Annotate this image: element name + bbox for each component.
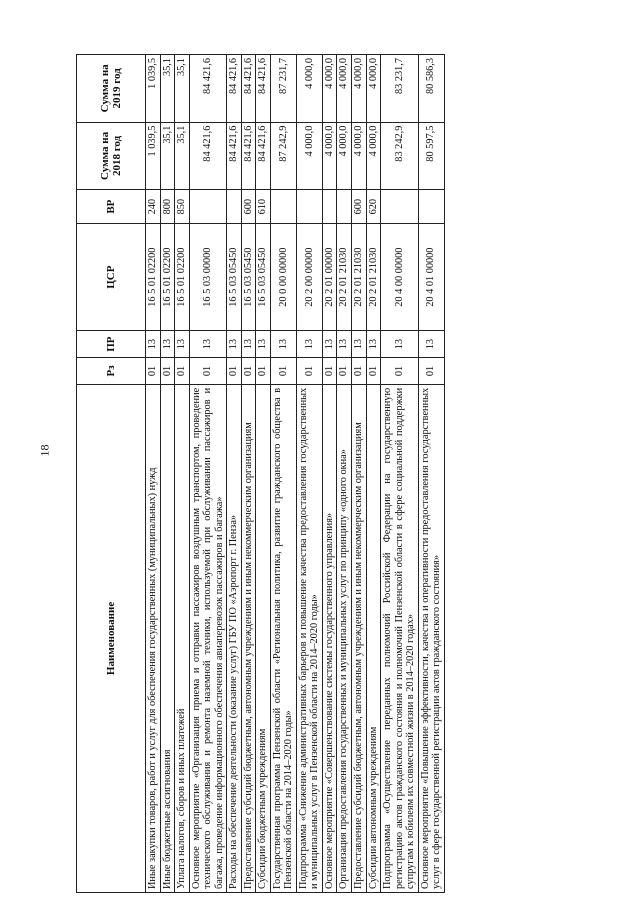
cell-rz: 01 xyxy=(296,358,322,385)
cell-name: Иные бюджетные ассигнования xyxy=(160,384,175,892)
cell-name: Подпрограмма «Осуществление переданных полномочий Российской Федерации на государственную регистрацию актов гражданского состояния и полномочий Пензенской области в сфере социальной поддержки супругам к юбилеям их совместной жизни в 2014–2020 годах» xyxy=(381,384,419,892)
cell-vr: 850 xyxy=(175,190,190,224)
header-rz: Рз xyxy=(77,358,146,385)
cell-sum-2019: 84 421,6 xyxy=(241,55,256,123)
cell-sum-2019: 4 000,0 xyxy=(337,55,352,123)
cell-sum-2019: 4 000,0 xyxy=(322,55,337,123)
cell-pr: 13 xyxy=(322,331,337,358)
cell-vr: 610 xyxy=(256,190,271,224)
cell-sum-2018: 84 421,6 xyxy=(256,122,271,190)
cell-pr: 13 xyxy=(270,331,296,358)
cell-csr: 20 2 01 00000 xyxy=(322,224,337,331)
cell-rz: 01 xyxy=(241,358,256,385)
cell-name: Субсидии автономным учреждениям xyxy=(366,384,381,892)
cell-sum-2018: 4 000,0 xyxy=(337,122,352,190)
cell-sum-2018: 4 000,0 xyxy=(322,122,337,190)
cell-vr: 600 xyxy=(241,190,256,224)
cell-pr: 13 xyxy=(175,331,190,358)
table-row xyxy=(227,55,242,893)
header-sum-2018: Сумма на 2018 год xyxy=(77,122,146,190)
table-row xyxy=(160,55,175,893)
cell-rz: 01 xyxy=(351,358,366,385)
table-row xyxy=(366,55,381,893)
cell-name: Уплата налогов, сборов и иных платежей xyxy=(175,384,190,892)
cell-csr: 16 5 03 05450 xyxy=(227,224,242,331)
cell-rz: 01 xyxy=(337,358,352,385)
cell-name: Иные закупки товаров, работ и услуг для обеспечения государственных (муниципальных) нужд xyxy=(146,384,161,892)
cell-sum-2018: 35,1 xyxy=(175,122,190,190)
rotated-table-container xyxy=(76,54,445,893)
cell-sum-2019: 4 000,0 xyxy=(296,55,322,123)
cell-vr xyxy=(296,190,322,224)
cell-csr: 20 2 01 21030 xyxy=(351,224,366,331)
cell-csr: 16 5 03 05450 xyxy=(256,224,271,331)
cell-rz: 01 xyxy=(381,358,419,385)
cell-pr: 13 xyxy=(146,331,161,358)
cell-name: Подпрограмма «Снижение административных барьеров и повышение качества предоставления государственных и муниципальных услуг в Пензенской области на 2014–2020 годы» xyxy=(296,384,322,892)
cell-pr: 13 xyxy=(381,331,419,358)
cell-pr: 13 xyxy=(296,331,322,358)
table-row xyxy=(270,55,296,893)
table-row xyxy=(337,55,352,893)
cell-sum-2018: 1 039,5 xyxy=(146,122,161,190)
table-body xyxy=(146,55,445,893)
cell-vr xyxy=(322,190,337,224)
cell-rz: 01 xyxy=(175,358,190,385)
cell-csr: 20 2 00 00000 xyxy=(296,224,322,331)
cell-sum-2019: 35,1 xyxy=(160,55,175,123)
cell-sum-2019: 4 000,0 xyxy=(366,55,381,123)
cell-vr xyxy=(418,190,444,224)
cell-name: Основное мероприятие «Повышение эффективности, качества и оперативности предоставления государственных услуг в сфере государственной регистрации актов гражданского состояния» xyxy=(418,384,444,892)
header-name: Наименование xyxy=(77,384,146,892)
cell-sum-2018: 87 242,9 xyxy=(270,122,296,190)
cell-sum-2018: 84 421,6 xyxy=(189,122,227,190)
table-row xyxy=(381,55,419,893)
cell-name: Субсидии бюджетным учреждениям xyxy=(256,384,271,892)
cell-sum-2019: 84 421,6 xyxy=(227,55,242,123)
header-pr: ПР xyxy=(77,331,146,358)
cell-csr: 20 2 01 21030 xyxy=(366,224,381,331)
page-number: 18 xyxy=(37,444,52,457)
cell-vr xyxy=(270,190,296,224)
cell-sum-2018: 4 000,0 xyxy=(296,122,322,190)
cell-rz: 01 xyxy=(227,358,242,385)
cell-rz: 01 xyxy=(366,358,381,385)
cell-vr xyxy=(381,190,419,224)
cell-sum-2018: 4 000,0 xyxy=(351,122,366,190)
cell-rz: 01 xyxy=(418,358,444,385)
cell-sum-2018: 4 000,0 xyxy=(366,122,381,190)
cell-sum-2019: 83 231,7 xyxy=(381,55,419,123)
cell-vr: 800 xyxy=(160,190,175,224)
cell-rz: 01 xyxy=(256,358,271,385)
cell-csr: 20 2 01 21030 xyxy=(337,224,352,331)
cell-rz: 01 xyxy=(189,358,227,385)
cell-pr: 13 xyxy=(418,331,444,358)
table-row xyxy=(322,55,337,893)
cell-sum-2019: 80 586,3 xyxy=(418,55,444,123)
cell-name: Государственная программа Пензенской области «Региональная политика, развитие гражданского общества в Пензенской области на 2014–2020 годы» xyxy=(270,384,296,892)
cell-vr xyxy=(337,190,352,224)
cell-pr: 13 xyxy=(256,331,271,358)
table-row xyxy=(256,55,271,893)
cell-vr xyxy=(189,190,227,224)
cell-name: Предоставление субсидий бюджетным, автономным учреждениям и иным некоммерческим организациям xyxy=(351,384,366,892)
cell-rz: 01 xyxy=(146,358,161,385)
cell-name: Организация предоставления государственных и муниципальных услуг по принципу «одного окна» xyxy=(337,384,352,892)
cell-pr: 13 xyxy=(160,331,175,358)
cell-pr: 13 xyxy=(337,331,352,358)
cell-csr: 16 5 01 02200 xyxy=(146,224,161,331)
table-row xyxy=(241,55,256,893)
cell-name: Предоставление субсидий бюджетным, автономным учреждениям и иным некоммерческим организациям xyxy=(241,384,256,892)
cell-vr: 600 xyxy=(351,190,366,224)
cell-vr: 240 xyxy=(146,190,161,224)
cell-csr: 20 4 01 00000 xyxy=(418,224,444,331)
cell-csr: 16 5 03 00000 xyxy=(189,224,227,331)
budget-table xyxy=(76,54,445,893)
cell-rz: 01 xyxy=(270,358,296,385)
table-row xyxy=(175,55,190,893)
cell-sum-2018: 83 242,9 xyxy=(381,122,419,190)
header-vr: ВР xyxy=(77,190,146,224)
cell-sum-2018: 35,1 xyxy=(160,122,175,190)
cell-sum-2018: 84 421,6 xyxy=(227,122,242,190)
cell-rz: 01 xyxy=(160,358,175,385)
cell-name: Основное мероприятие «Совершенствование системы государственного управления» xyxy=(322,384,337,892)
cell-name: Основное мероприятие «Организация приема и отправки пассажиров воздушным транспортом, проведение технического обслуживания и ремонта наземной техники, используемой при обслуживании пассажиров и багажа, проведение информационного обеспечения авиаперевозок пассажиров и багажа» xyxy=(189,384,227,892)
cell-sum-2019: 4 000,0 xyxy=(351,55,366,123)
table-row xyxy=(189,55,227,893)
cell-sum-2019: 87 231,7 xyxy=(270,55,296,123)
cell-csr: 20 0 00 00000 xyxy=(270,224,296,331)
cell-csr: 16 5 03 05450 xyxy=(241,224,256,331)
cell-sum-2018: 80 597,5 xyxy=(418,122,444,190)
table-row xyxy=(418,55,444,893)
header-sum-2019: Сумма на 2019 год xyxy=(77,55,146,123)
cell-pr: 13 xyxy=(189,331,227,358)
cell-pr: 13 xyxy=(351,331,366,358)
cell-rz: 01 xyxy=(322,358,337,385)
table-row xyxy=(296,55,322,893)
cell-sum-2019: 35,1 xyxy=(175,55,190,123)
cell-csr: 16 5 01 02200 xyxy=(160,224,175,331)
cell-sum-2019: 84 421,6 xyxy=(189,55,227,123)
cell-vr xyxy=(227,190,242,224)
header-csr: ЦСР xyxy=(77,224,146,331)
cell-csr: 20 4 00 00000 xyxy=(381,224,419,331)
cell-pr: 13 xyxy=(227,331,242,358)
cell-pr: 13 xyxy=(241,331,256,358)
cell-sum-2018: 84 421,6 xyxy=(241,122,256,190)
table-header-row xyxy=(77,55,146,893)
cell-csr: 16 5 01 02200 xyxy=(175,224,190,331)
table-row xyxy=(146,55,161,893)
cell-vr: 620 xyxy=(366,190,381,224)
cell-pr: 13 xyxy=(366,331,381,358)
cell-sum-2019: 84 421,6 xyxy=(256,55,271,123)
cell-sum-2019: 1 039,5 xyxy=(146,55,161,123)
cell-name: Расходы на обеспечение деятельности (оказание услуг) ГБУ ПО «Аэропорт г. Пенза» xyxy=(227,384,242,892)
table-row xyxy=(351,55,366,893)
